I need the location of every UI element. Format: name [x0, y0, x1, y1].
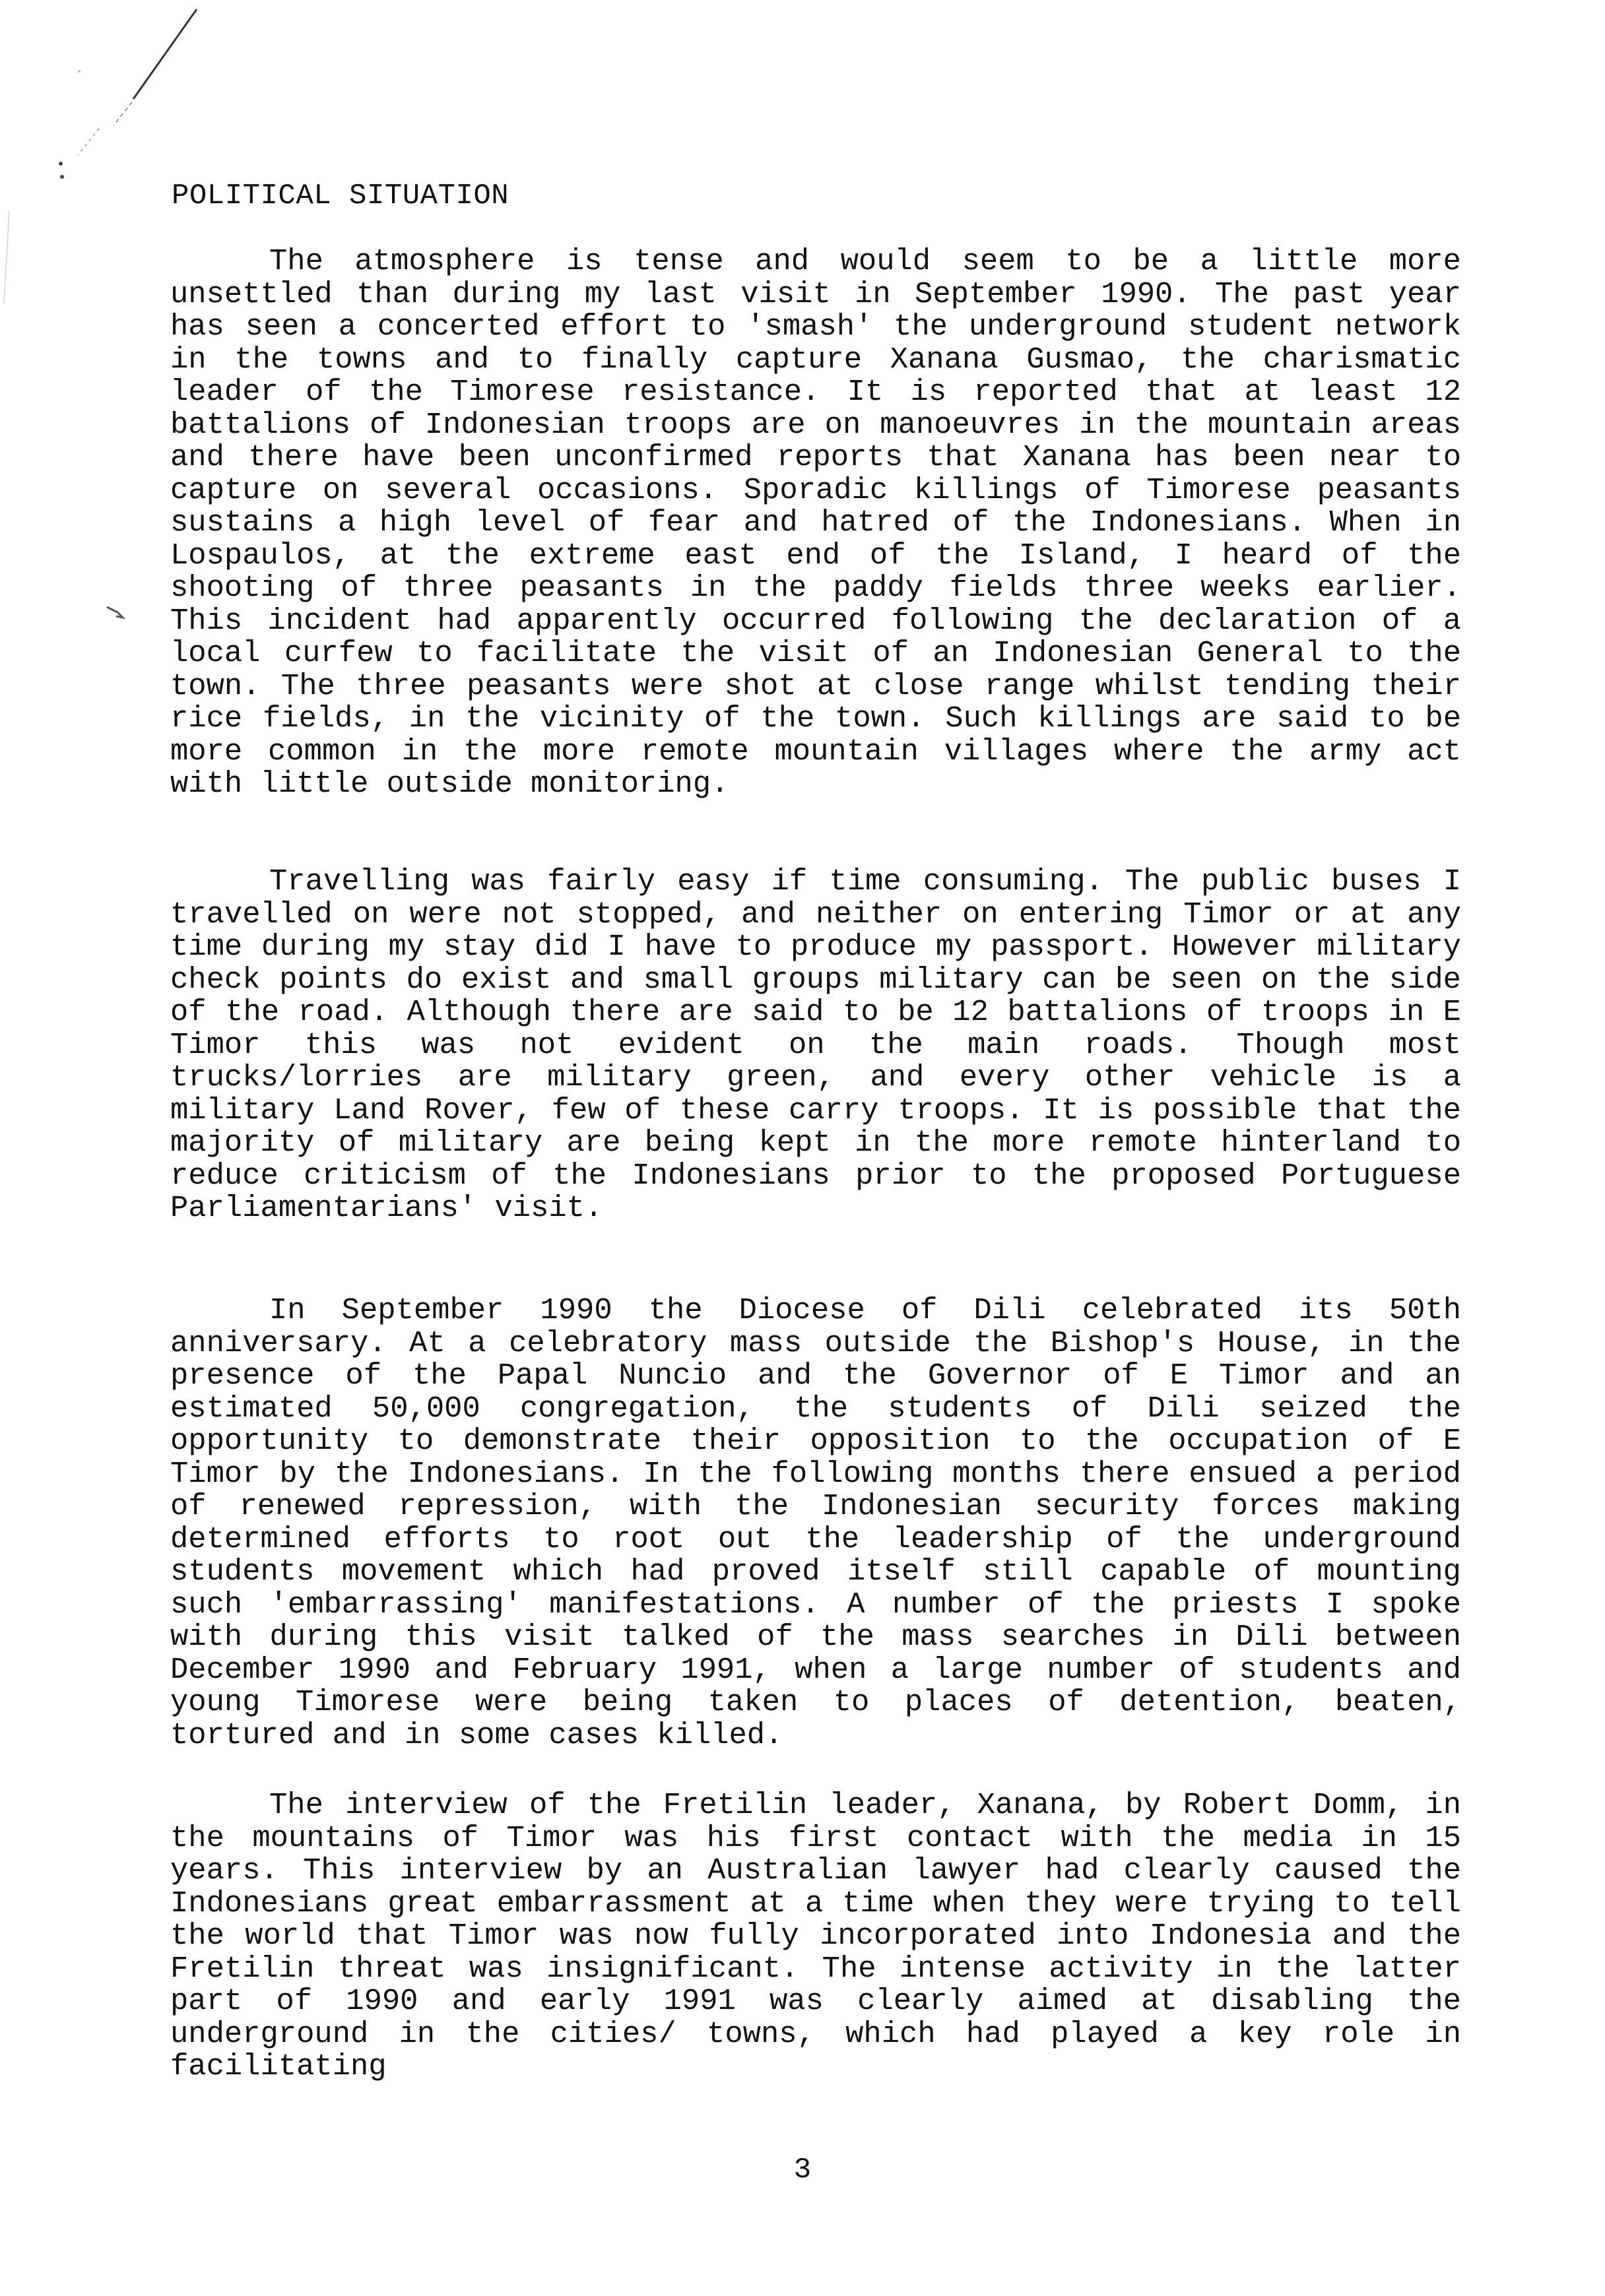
page-number: 3	[793, 2153, 812, 2186]
dot-mark-2	[60, 175, 64, 179]
margin-arrow-mark	[107, 607, 123, 618]
faint-stroke-mark	[114, 102, 132, 125]
paragraph-text: The atmosphere is tense and would seem to be a little more unsettled than during my last visit in September 1990. The past year has seen a concerted effort to 'smash' the underground student network in the towns and to finally capture Xanana Gusmao, the charismatic leader of the Timorese resistance. It is reported that at least 12 battalions of Indonesian troops are on manoeuvres in the mountain areas and there have been unconfirmed reports that Xanana has been near to capture on several occasions. Sporadic killings of Timorese peasants sustains a high level of fear and hatred of the Indonesians. When in Lospaulos, at the extreme east end of the Island, I heard of the shooting of three peasants in the paddy fields three weeks earlier. This incident had apparently occurred following the declaration of a local curfew to facilitate the visit of an Indonesian General to the town. The three peasants were shot at close range whilst tending their rice fields, in the vicinity of the town. Such killings are said to be more common in the more remote mountain villages where the army act with little outside monitoring.	[170, 244, 1461, 801]
paragraph	[170, 245, 1461, 801]
paragraph-text: In September 1990 the Diocese of Dili celebrated its 50th anniversary. At a celebratory mass outside the Bishop's House, in the presence of the Papal Nuncio and the Governor of E Timor and an estimated 50,000 congregation, the students of Dili seized the opportunity to demonstrate their opposition to the occupation of E Timor by the Indonesians. In the following months there ensued a period of renewed repression, with the Indonesian security forces making determined efforts to root out the leadership of the underground students movement which had proved itself still capable of mounting such 'embarrassing' manifestations. A number of the priests I spoke with during this visit talked of the mass searches in Dili between December 1990 and February 1991, when a large number of students and young Timorese were being taken to places of detention, beaten, tortured and in some cases killed.	[170, 1293, 1461, 1752]
paragraph-text: The interview of the Fretilin leader, Xanana, by Robert Domm, in the mountains of Timor was his first contact with the media in 15 years. This interview by an Australian lawyer had clearly caused the Indonesians great embarrassment at a time when they were trying to tell the world that Timor was now fully incorporated into Indonesia and the Fretilin threat was insignificant. The intense activity in the latter part of 1990 and early 1991 was clearly aimed at disabling the underground in the cities/ towns, which had played a key role in facilitating	[170, 1788, 1461, 2084]
section-heading: POLITICAL SITUATION	[172, 179, 509, 212]
paragraph	[170, 1789, 1461, 2084]
pen-stroke-mark	[133, 9, 197, 99]
paragraph	[170, 1294, 1461, 1752]
faint-stroke-mark-2	[78, 129, 99, 155]
dot-mark	[59, 162, 63, 166]
paragraph-text: Travelling was fairly easy if time consuming. The public buses I travelled on were not stopped, and neither on entering Timor or at any time during my stay did I have to produce my passport. However military check points do exist and small groups military can be seen on the side of the road. Although there are said to be 12 battalions of troops in E Timor this was not evident on the main roads. Though most trucks/lorries are military green, and every other vehicle is a military Land Rover, few of these carry troops. It is possible that the majority of military are being kept in the more remote hinterland to reduce criticism of the Indonesians prior to the proposed Portuguese Parliamentarians' visit.	[170, 864, 1461, 1225]
paragraph	[170, 866, 1461, 1225]
dot-mark-3	[78, 70, 81, 73]
left-edge-faint-line	[4, 211, 9, 303]
